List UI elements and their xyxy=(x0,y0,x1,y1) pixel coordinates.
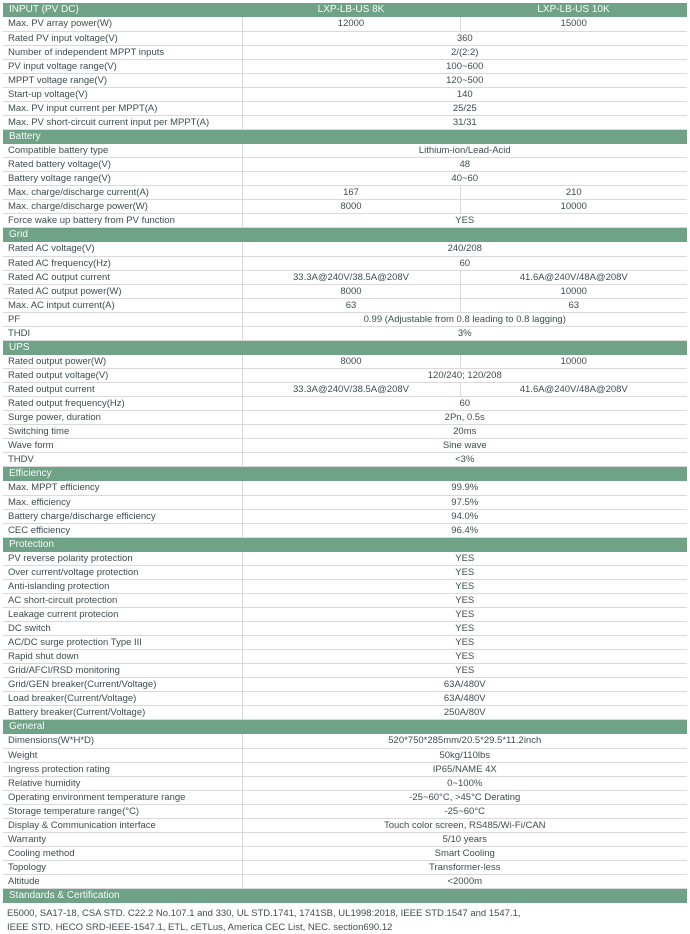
spec-label-ac-dc-surge-protection-type-iii: AC/DC surge protection Type III xyxy=(3,636,242,650)
spec-row xyxy=(3,832,687,846)
spec-label-max-mppt-efficiency: Max. MPPT efficiency xyxy=(3,481,242,495)
spec-value-merged: 250A/80V xyxy=(242,706,687,720)
spec-row xyxy=(3,101,687,115)
spec-value-merged: 63A/480V xyxy=(242,692,687,706)
spec-value-merged: 99.9% xyxy=(242,481,687,495)
spec-row xyxy=(3,818,687,832)
spec-label-grid-afci-rsd-monitoring: Grid/AFCI/RSD monitoring xyxy=(3,664,242,678)
spec-row xyxy=(3,73,687,87)
spec-label-number-of-independent-mppt-inputs: Number of independent MPPT inputs xyxy=(3,45,242,59)
spec-value-col2: 41.6A@240V/48A@208V xyxy=(460,270,687,284)
spec-row xyxy=(3,790,687,804)
spec-label-rated-ac-frequency-hz: Rated AC frequency(Hz) xyxy=(3,256,242,270)
spec-label-max-pv-short-circuit-current-input-per-mppt-a: Max. PV short-circuit current input per MPPT(A) xyxy=(3,115,242,129)
spec-value-merged: -25~60°C xyxy=(242,804,687,818)
spec-label-altitude: Altitude xyxy=(3,874,242,888)
spec-value-merged: 520*750*285mm/20.5*29.5*11.2inch xyxy=(242,734,687,748)
spec-value-merged: 40~60 xyxy=(242,172,687,186)
spec-row xyxy=(3,552,687,566)
spec-value-merged: <2000m xyxy=(242,874,687,888)
spec-value-merged: 0~100% xyxy=(242,776,687,790)
spec-label-load-breaker-current-voltage: Load breaker(Current/Voltage) xyxy=(3,692,242,706)
spec-table-body xyxy=(3,3,687,903)
spec-row xyxy=(3,186,687,200)
spec-value-col1: 8000 xyxy=(242,284,460,298)
spec-value-merged: -25~60°C, >45°C Derating xyxy=(242,790,687,804)
spec-value-merged: 240/208 xyxy=(242,242,687,256)
spec-value-merged: 100~600 xyxy=(242,59,687,73)
section-header-lxp-lb-us-8k: LXP-LB-US 8K xyxy=(242,3,460,17)
spec-label-battery-voltage-range-v: Battery voltage range(V) xyxy=(3,172,242,186)
spec-value-merged: YES xyxy=(242,594,687,608)
spec-label-relative-humidity: Relative humidity xyxy=(3,776,242,790)
spec-value-merged: Lithium-ion/Lead-Acid xyxy=(242,144,687,158)
spec-value-merged: 0.99 (Adjustable from 0.8 leading to 0.8 lagging) xyxy=(242,312,687,326)
spec-label-compatible-battery-type: Compatible battery type xyxy=(3,144,242,158)
spec-label-leakage-current-protecion: Leakage current protecion xyxy=(3,608,242,622)
spec-row xyxy=(3,298,687,312)
spec-row xyxy=(3,692,687,706)
spec-value-merged: YES xyxy=(242,552,687,566)
spec-row xyxy=(3,59,687,73)
spec-value-merged: 48 xyxy=(242,158,687,172)
spec-label-storage-temperature-range-c: Storage temperature range(°C) xyxy=(3,804,242,818)
spec-value-col1: 8000 xyxy=(242,200,460,214)
spec-label-max-charge-discharge-current-a: Max. charge/discharge current(A) xyxy=(3,186,242,200)
spec-label-operating-environment-temperature-range: Operating environment temperature range xyxy=(3,790,242,804)
spec-value-col1: 167 xyxy=(242,186,460,200)
spec-label-cooling-method: Cooling method xyxy=(3,846,242,860)
spec-value-merged: 140 xyxy=(242,87,687,101)
spec-value-merged: YES xyxy=(242,650,687,664)
spec-row xyxy=(3,453,687,467)
spec-value-merged: 5/10 years xyxy=(242,832,687,846)
spec-row xyxy=(3,874,687,888)
spec-row xyxy=(3,270,687,284)
spec-row xyxy=(3,734,687,748)
spec-row xyxy=(3,608,687,622)
spec-row xyxy=(3,580,687,594)
spec-value-merged: 120~500 xyxy=(242,73,687,87)
spec-row xyxy=(3,678,687,692)
spec-row xyxy=(3,256,687,270)
spec-row xyxy=(3,214,687,228)
spec-value-merged: YES xyxy=(242,608,687,622)
spec-value-merged: 60 xyxy=(242,256,687,270)
section-header-input-pv-dc: INPUT (PV DC) xyxy=(3,3,242,17)
section-header-ups: UPS xyxy=(3,340,687,355)
spec-label-grid-gen-breaker-current-voltage: Grid/GEN breaker(Current/Voltage) xyxy=(3,678,242,692)
spec-value-merged: YES xyxy=(242,566,687,580)
table-header-row xyxy=(3,537,687,552)
section-header-battery: Battery xyxy=(3,129,687,144)
spec-label-over-current-voltage-protection: Over current/voltage protection xyxy=(3,566,242,580)
spec-value-col1: 8000 xyxy=(242,355,460,369)
table-header-row xyxy=(3,888,687,903)
spec-value-merged: YES xyxy=(242,636,687,650)
spec-row xyxy=(3,706,687,720)
spec-label-display-communication-interface: Display & Communication interface xyxy=(3,818,242,832)
section-header-grid: Grid xyxy=(3,228,687,243)
spec-value-merged: 360 xyxy=(242,31,687,45)
spec-value-merged: YES xyxy=(242,664,687,678)
spec-label-rated-battery-voltage-v: Rated battery voltage(V) xyxy=(3,158,242,172)
table-header-row xyxy=(3,129,687,144)
spec-label-pv-input-voltage-range-v: PV input voltage range(V) xyxy=(3,59,242,73)
spec-value-merged: 94.0% xyxy=(242,509,687,523)
spec-value-merged: 50kg/110lbs xyxy=(242,748,687,762)
spec-value-merged: Touch color screen, RS485/Wi-Fi/CAN xyxy=(242,818,687,832)
spec-value-merged: 31/31 xyxy=(242,115,687,129)
spec-value-col2: 15000 xyxy=(460,17,687,31)
spec-label-max-charge-discharge-power-w: Max. charge/discharge power(W) xyxy=(3,200,242,214)
section-header-protection: Protection xyxy=(3,537,687,552)
spec-row xyxy=(3,355,687,369)
spec-row xyxy=(3,804,687,818)
spec-value-merged: Smart Cooling xyxy=(242,846,687,860)
spec-label-warranty: Warranty xyxy=(3,832,242,846)
spec-row xyxy=(3,523,687,537)
table-header-row xyxy=(3,3,687,17)
table-header-row xyxy=(3,340,687,355)
spec-row xyxy=(3,369,687,383)
spec-label-rated-output-frequency-hz: Rated output frequency(Hz) xyxy=(3,397,242,411)
spec-value-col2: 10000 xyxy=(460,355,687,369)
spec-value-merged: Sine wave xyxy=(242,439,687,453)
spec-row xyxy=(3,383,687,397)
spec-row xyxy=(3,397,687,411)
spec-row xyxy=(3,312,687,326)
spec-label-rated-ac-voltage-v: Rated AC voltage(V) xyxy=(3,242,242,256)
spec-label-max-pv-input-current-per-mppt-a: Max. PV input current per MPPT(A) xyxy=(3,101,242,115)
spec-value-merged: 96.4% xyxy=(242,523,687,537)
spec-value-merged: 3% xyxy=(242,326,687,340)
spec-value-merged: 2Pn, 0.5s xyxy=(242,411,687,425)
spec-row xyxy=(3,411,687,425)
certification-line-2: IEEE STD. HECO SRD-IEEE-1547.1, ETL, cETLus, America CEC List, NEC. section690.12 xyxy=(7,921,393,933)
spec-row xyxy=(3,17,687,31)
spec-value-merged: IP65/NAME 4X xyxy=(242,762,687,776)
spec-row xyxy=(3,284,687,298)
spec-label-force-wake-up-battery-from-pv-function: Force wake up battery from PV function xyxy=(3,214,242,228)
spec-row xyxy=(3,636,687,650)
spec-row xyxy=(3,762,687,776)
spec-row xyxy=(3,664,687,678)
table-header-row xyxy=(3,720,687,735)
spec-value-col1: 33.3A@240V/38.5A@208V xyxy=(242,383,460,397)
spec-value-merged: 25/25 xyxy=(242,101,687,115)
spec-value-merged: 120/240; 120/208 xyxy=(242,369,687,383)
spec-row xyxy=(3,242,687,256)
spec-label-switching-time: Switching time xyxy=(3,425,242,439)
spec-value-merged: YES xyxy=(242,580,687,594)
spec-label-max-pv-array-power-w: Max. PV array power(W) xyxy=(3,17,242,31)
spec-label-rapid-shut-down: Rapid shut down xyxy=(3,650,242,664)
spec-label-pf: PF xyxy=(3,312,242,326)
table-header-row xyxy=(3,228,687,243)
spec-label-rated-ac-output-power-w: Rated AC output power(W) xyxy=(3,284,242,298)
spec-row xyxy=(3,200,687,214)
spec-row xyxy=(3,594,687,608)
section-header-efficiency: Efficiency xyxy=(3,467,687,482)
spec-label-cec-efficiency: CEC efficiency xyxy=(3,523,242,537)
spec-value-merged: 97.5% xyxy=(242,495,687,509)
spec-row xyxy=(3,495,687,509)
spec-label-pv-reverse-polarity-protection: PV reverse polarity protection xyxy=(3,552,242,566)
spec-table xyxy=(3,3,687,903)
spec-row xyxy=(3,650,687,664)
spec-row xyxy=(3,31,687,45)
spec-value-col2: 210 xyxy=(460,186,687,200)
spec-row xyxy=(3,87,687,101)
standards-certification-text xyxy=(3,907,687,934)
spec-value-col1: 63 xyxy=(242,298,460,312)
spec-label-rated-output-current: Rated output current xyxy=(3,383,242,397)
spec-row xyxy=(3,846,687,860)
spec-row xyxy=(3,748,687,762)
spec-label-rated-pv-input-voltage-v: Rated PV input voltage(V) xyxy=(3,31,242,45)
spec-label-rated-output-voltage-v: Rated output voltage(V) xyxy=(3,369,242,383)
spec-value-merged: 20ms xyxy=(242,425,687,439)
spec-label-weight: Weight xyxy=(3,748,242,762)
spec-label-dc-switch: DC switch xyxy=(3,622,242,636)
spec-row xyxy=(3,425,687,439)
spec-label-wave-form: Wave form xyxy=(3,439,242,453)
spec-label-rated-output-power-w: Rated output power(W) xyxy=(3,355,242,369)
spec-label-battery-charge-discharge-efficiency: Battery charge/discharge efficiency xyxy=(3,509,242,523)
spec-value-merged: Transformer-less xyxy=(242,860,687,874)
spec-value-col2: 10000 xyxy=(460,200,687,214)
certification-line-1: E5000, SA17-18, CSA STD. C22.2 No.107.1 and 330, UL STD.1741, 1741SB, UL1998:2018, IEEE STD.1547 and 1547.1, xyxy=(7,907,521,919)
spec-value-merged: 60 xyxy=(242,397,687,411)
spec-row xyxy=(3,115,687,129)
spec-value-col2: 10000 xyxy=(460,284,687,298)
spec-value-merged: YES xyxy=(242,214,687,228)
spec-row xyxy=(3,566,687,580)
spec-value-col1: 12000 xyxy=(242,17,460,31)
spec-label-thdi: THDI xyxy=(3,326,242,340)
spec-label-anti-islanding-protection: Anti-islanding protection xyxy=(3,580,242,594)
spec-row xyxy=(3,860,687,874)
spec-row xyxy=(3,158,687,172)
spec-label-ac-short-circuit-protection: AC short-circuit protection xyxy=(3,594,242,608)
spec-label-battery-breaker-current-voltage: Battery breaker(Current/Voltage) xyxy=(3,706,242,720)
spec-value-col2: 41.6A@240V/48A@208V xyxy=(460,383,687,397)
spec-label-rated-ac-output-current: Rated AC output current xyxy=(3,270,242,284)
spec-value-col1: 33.3A@240V/38.5A@208V xyxy=(242,270,460,284)
spec-value-col2: 63 xyxy=(460,298,687,312)
spec-label-max-efficiency: Max. efficiency xyxy=(3,495,242,509)
spec-value-merged: 2/(2:2) xyxy=(242,45,687,59)
spec-label-thdv: THDV xyxy=(3,453,242,467)
spec-label-topology: Topology xyxy=(3,860,242,874)
spec-label-surge-power-duration: Surge power, duration xyxy=(3,411,242,425)
spec-row xyxy=(3,509,687,523)
spec-row xyxy=(3,172,687,186)
spec-row xyxy=(3,776,687,790)
spec-row xyxy=(3,439,687,453)
spec-label-max-ac-intput-current-a: Max. AC intput current(A) xyxy=(3,298,242,312)
spec-value-merged: <3% xyxy=(242,453,687,467)
section-header-standards-certification: Standards & Certification xyxy=(3,888,687,903)
spec-label-dimensions-w-h-d: Dimensions(W*H*D) xyxy=(3,734,242,748)
spec-label-mppt-voltage-range-v: MPPT voltage range(V) xyxy=(3,73,242,87)
spec-row xyxy=(3,622,687,636)
table-header-row xyxy=(3,467,687,482)
spec-row xyxy=(3,326,687,340)
spec-row xyxy=(3,481,687,495)
spec-value-merged: YES xyxy=(242,622,687,636)
spec-label-ingress-protection-rating: Ingress protection rating xyxy=(3,762,242,776)
spec-row xyxy=(3,45,687,59)
section-header-lxp-lb-us-10k: LXP-LB-US 10K xyxy=(460,3,687,17)
spec-row xyxy=(3,144,687,158)
spec-value-merged: 63A/480V xyxy=(242,678,687,692)
section-header-general: General xyxy=(3,720,687,735)
spec-label-start-up-voltage-v: Start-up voltage(V) xyxy=(3,87,242,101)
